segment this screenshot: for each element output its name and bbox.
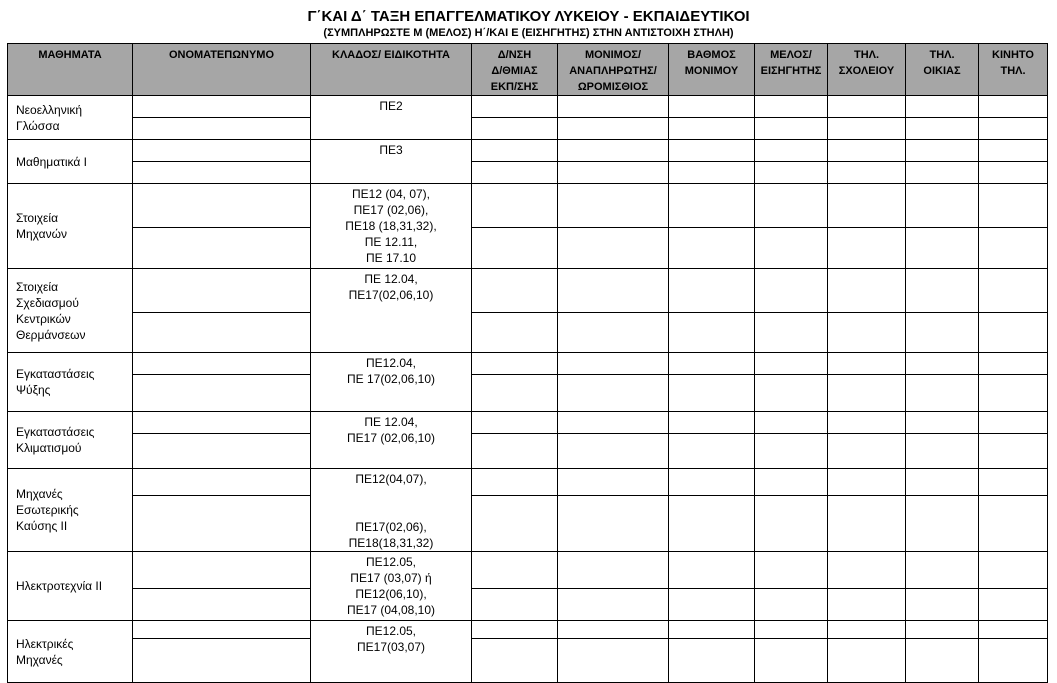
school-phone-entry-cell[interactable] — [828, 118, 906, 140]
home-phone-entry-cell[interactable] — [906, 313, 979, 353]
home-phone-entry-cell[interactable] — [906, 118, 979, 140]
directorate-entry-cell[interactable] — [472, 375, 558, 412]
table-row — [8, 228, 1048, 269]
specialty-cell: ΠΕ12.05, ΠΕ17(03,07) — [311, 621, 472, 683]
name-entry-cell[interactable] — [133, 412, 311, 434]
school-phone-entry-cell[interactable] — [828, 621, 906, 639]
specialty-cell: ΠΕ12.05, ΠΕ17 (03,07) ή ΠΕ12(06,10), ΠΕ17 (04,08,10) — [311, 552, 472, 621]
status-entry-cell[interactable] — [558, 495, 669, 551]
home-phone-entry-cell[interactable] — [906, 639, 979, 683]
table-row — [8, 469, 1048, 496]
col-subjects-header: ΜΑΘΗΜΑΤΑ — [8, 44, 133, 96]
role-entry-cell[interactable] — [755, 313, 828, 353]
table-row — [8, 118, 1048, 140]
table-row — [8, 184, 1048, 228]
home-phone-entry-cell[interactable] — [906, 434, 979, 469]
mobile-entry-cell[interactable] — [979, 162, 1048, 184]
table-row — [8, 375, 1048, 412]
directorate-entry-cell[interactable] — [472, 552, 558, 589]
col-specialty-header: ΚΛΑΔΟΣ/ ΕΙΔΙΚΟΤΗΤΑ — [311, 44, 472, 96]
status-entry-cell[interactable] — [558, 140, 669, 162]
rank-entry-cell[interactable] — [669, 118, 755, 140]
name-entry-cell[interactable] — [133, 162, 311, 184]
school-phone-entry-cell[interactable] — [828, 434, 906, 469]
directorate-entry-cell[interactable] — [472, 162, 558, 184]
table-row — [8, 269, 1048, 313]
school-phone-entry-cell[interactable] — [828, 96, 906, 118]
name-entry-cell[interactable] — [133, 589, 311, 621]
home-phone-entry-cell[interactable] — [906, 140, 979, 162]
rank-entry-cell[interactable] — [669, 140, 755, 162]
table-row — [8, 353, 1048, 375]
name-entry-cell[interactable] — [133, 621, 311, 639]
directorate-entry-cell[interactable] — [472, 434, 558, 469]
subject-cell: Μαθηματικά Ι — [8, 140, 133, 184]
mobile-entry-cell[interactable] — [979, 375, 1048, 412]
directorate-entry-cell[interactable] — [472, 269, 558, 313]
col-home-phone-header: ΤΗΛ. ΟΙΚΙΑΣ — [906, 44, 979, 96]
mobile-entry-cell[interactable] — [979, 228, 1048, 269]
rank-entry-cell[interactable] — [669, 184, 755, 228]
directorate-entry-cell[interactable] — [472, 589, 558, 621]
table-row — [8, 589, 1048, 621]
home-phone-entry-cell[interactable] — [906, 412, 979, 434]
name-entry-cell[interactable] — [133, 469, 311, 496]
col-rank-header: ΒΑΘΜΟΣ ΜΟΝΙΜΟΥ — [669, 44, 755, 96]
role-entry-cell[interactable] — [755, 469, 828, 496]
home-phone-entry-cell[interactable] — [906, 184, 979, 228]
rank-entry-cell[interactable] — [669, 228, 755, 269]
name-entry-cell[interactable] — [133, 184, 311, 228]
table-row — [8, 140, 1048, 162]
subject-cell: Νεοελληνική Γλώσσα — [8, 96, 133, 140]
mobile-entry-cell[interactable] — [979, 353, 1048, 375]
rank-entry-cell[interactable] — [669, 375, 755, 412]
mobile-entry-cell[interactable] — [979, 552, 1048, 589]
role-entry-cell[interactable] — [755, 96, 828, 118]
directorate-entry-cell[interactable] — [472, 469, 558, 496]
table-row — [8, 552, 1048, 589]
mobile-entry-cell[interactable] — [979, 589, 1048, 621]
subject-cell: Εγκαταστάσεις Ψύξης — [8, 353, 133, 412]
col-status-header: ΜΟΝΙΜΟΣ/ ΑΝΑΠΛΗΡΩΤΗΣ/ ΩΡΟΜΙΣΘΙΟΣ — [558, 44, 669, 96]
directorate-entry-cell[interactable] — [472, 621, 558, 639]
rank-entry-cell[interactable] — [669, 589, 755, 621]
name-entry-cell[interactable] — [133, 140, 311, 162]
subject-cell: Στοιχεία Μηχανών — [8, 184, 133, 269]
rank-entry-cell[interactable] — [669, 353, 755, 375]
mobile-entry-cell[interactable] — [979, 313, 1048, 353]
mobile-entry-cell[interactable] — [979, 469, 1048, 496]
directorate-entry-cell[interactable] — [472, 313, 558, 353]
mobile-entry-cell[interactable] — [979, 96, 1048, 118]
name-entry-cell[interactable] — [133, 96, 311, 118]
status-entry-cell[interactable] — [558, 412, 669, 434]
col-mobile-header: ΚΙΝΗΤΟ ΤΗΛ. — [979, 44, 1048, 96]
status-entry-cell[interactable] — [558, 162, 669, 184]
role-entry-cell[interactable] — [755, 412, 828, 434]
rank-entry-cell[interactable] — [669, 552, 755, 589]
school-phone-entry-cell[interactable] — [828, 469, 906, 496]
mobile-entry-cell[interactable] — [979, 140, 1048, 162]
status-entry-cell[interactable] — [558, 621, 669, 639]
status-entry-cell[interactable] — [558, 434, 669, 469]
directorate-entry-cell[interactable] — [472, 184, 558, 228]
school-phone-entry-cell[interactable] — [828, 313, 906, 353]
rank-entry-cell[interactable] — [669, 434, 755, 469]
rank-entry-cell[interactable] — [669, 495, 755, 551]
rank-entry-cell[interactable] — [669, 313, 755, 353]
mobile-entry-cell[interactable] — [979, 434, 1048, 469]
rank-entry-cell[interactable] — [669, 639, 755, 683]
school-phone-entry-cell[interactable] — [828, 184, 906, 228]
home-phone-entry-cell[interactable] — [906, 552, 979, 589]
status-entry-cell[interactable] — [558, 375, 669, 412]
name-entry-cell[interactable] — [133, 313, 311, 353]
status-entry-cell[interactable] — [558, 228, 669, 269]
directorate-entry-cell[interactable] — [472, 639, 558, 683]
specialty-cell: ΠΕ12 (04, 07), ΠΕ17 (02,06), ΠΕ18 (18,31,32), ΠΕ 12.11, ΠΕ 17.10 — [311, 184, 472, 269]
table-header-row — [8, 44, 1048, 96]
directorate-entry-cell[interactable] — [472, 96, 558, 118]
school-phone-entry-cell[interactable] — [828, 353, 906, 375]
specialty-cell: ΠΕ 12.04, ΠΕ17(02,06,10) — [311, 269, 472, 353]
name-entry-cell[interactable] — [133, 434, 311, 469]
rank-entry-cell[interactable] — [669, 269, 755, 313]
subject-cell: Εγκαταστάσεις Κλιματισμού — [8, 412, 133, 469]
status-entry-cell[interactable] — [558, 184, 669, 228]
mobile-entry-cell[interactable] — [979, 495, 1048, 551]
home-phone-entry-cell[interactable] — [906, 96, 979, 118]
col-school-phone-header: ΤΗΛ. ΣΧΟΛΕΙΟΥ — [828, 44, 906, 96]
specialty-cell: ΠΕ12.04, ΠΕ 17(02,06,10) — [311, 353, 472, 412]
name-entry-cell[interactable] — [133, 118, 311, 140]
directorate-entry-cell[interactable] — [472, 495, 558, 551]
role-entry-cell[interactable] — [755, 140, 828, 162]
rank-entry-cell[interactable] — [669, 162, 755, 184]
table-row — [8, 621, 1048, 639]
col-full-name-header: ΟΝΟΜΑΤΕΠΩΝΥΜΟ — [133, 44, 311, 96]
status-entry-cell[interactable] — [558, 589, 669, 621]
home-phone-entry-cell[interactable] — [906, 353, 979, 375]
name-entry-cell[interactable] — [133, 639, 311, 683]
home-phone-entry-cell[interactable] — [906, 228, 979, 269]
role-entry-cell[interactable] — [755, 375, 828, 412]
table-row — [8, 96, 1048, 118]
teachers-table — [7, 43, 1048, 683]
name-entry-cell[interactable] — [133, 375, 311, 412]
role-entry-cell[interactable] — [755, 162, 828, 184]
table-row — [8, 495, 1048, 551]
role-entry-cell[interactable] — [755, 552, 828, 589]
directorate-entry-cell[interactable] — [472, 228, 558, 269]
status-entry-cell[interactable] — [558, 639, 669, 683]
role-entry-cell[interactable] — [755, 118, 828, 140]
role-entry-cell[interactable] — [755, 495, 828, 551]
subject-cell: Ηλεκτροτεχνία ΙΙ — [8, 552, 133, 621]
name-entry-cell[interactable] — [133, 552, 311, 589]
specialty-cell: ΠΕ3 — [311, 140, 472, 184]
mobile-entry-cell[interactable] — [979, 621, 1048, 639]
mobile-entry-cell[interactable] — [979, 639, 1048, 683]
home-phone-entry-cell[interactable] — [906, 469, 979, 496]
table-body — [8, 96, 1048, 683]
mobile-entry-cell[interactable] — [979, 412, 1048, 434]
school-phone-entry-cell[interactable] — [828, 589, 906, 621]
subject-cell: Ηλεκτρικές Μηχανές — [8, 621, 133, 683]
specialty-cell: ΠΕ2 — [311, 96, 472, 140]
role-entry-cell[interactable] — [755, 621, 828, 639]
name-entry-cell[interactable] — [133, 353, 311, 375]
status-entry-cell[interactable] — [558, 269, 669, 313]
page-title: Γ΄ΚΑΙ Δ΄ ΤΑΞΗ ΕΠΑΓΓΕΛΜΑΤΙΚΟΥ ΛΥΚΕΙΟΥ - ΕΚΠΑΙΔΕΥΤΙΚΟΙ — [307, 8, 750, 25]
mobile-entry-cell[interactable] — [979, 269, 1048, 313]
table-row — [8, 434, 1048, 469]
school-phone-entry-cell[interactable] — [828, 495, 906, 551]
role-entry-cell[interactable] — [755, 434, 828, 469]
specialty-cell: ΠΕ12(04,07), ΠΕ17(02,06), ΠΕ18(18,31,32) — [311, 469, 472, 552]
specialty-cell: ΠΕ 12.04, ΠΕ17 (02,06,10) — [311, 412, 472, 469]
role-entry-cell[interactable] — [755, 639, 828, 683]
status-entry-cell[interactable] — [558, 552, 669, 589]
name-entry-cell[interactable] — [133, 269, 311, 313]
directorate-entry-cell[interactable] — [472, 118, 558, 140]
home-phone-entry-cell[interactable] — [906, 162, 979, 184]
rank-entry-cell[interactable] — [669, 412, 755, 434]
status-entry-cell[interactable] — [558, 313, 669, 353]
school-phone-entry-cell[interactable] — [828, 412, 906, 434]
status-entry-cell[interactable] — [558, 118, 669, 140]
subject-cell: Στοιχεία Σχεδιασμού Κεντρικών Θερμάνσεων — [8, 269, 133, 353]
table-row — [8, 162, 1048, 184]
table-row — [8, 639, 1048, 683]
school-phone-entry-cell[interactable] — [828, 639, 906, 683]
col-directorate-header: Δ/ΝΣΗ Δ/ΘΜΙΑΣ ΕΚΠ/ΣΗΣ — [472, 44, 558, 96]
school-phone-entry-cell[interactable] — [828, 162, 906, 184]
home-phone-entry-cell[interactable] — [906, 589, 979, 621]
directorate-entry-cell[interactable] — [472, 353, 558, 375]
school-phone-entry-cell[interactable] — [828, 375, 906, 412]
status-entry-cell[interactable] — [558, 469, 669, 496]
home-phone-entry-cell[interactable] — [906, 269, 979, 313]
rank-entry-cell[interactable] — [669, 469, 755, 496]
table-row — [8, 412, 1048, 434]
status-entry-cell[interactable] — [558, 96, 669, 118]
subject-cell: Μηχανές Εσωτερικής Καύσης ΙΙ — [8, 469, 133, 552]
rank-entry-cell[interactable] — [669, 621, 755, 639]
name-entry-cell[interactable] — [133, 495, 311, 551]
page-subtitle: (ΣΥΜΠΛΗΡΩΣΤΕ Μ (ΜΕΛΟΣ) Η΄/ΚΑΙ Ε (ΕΙΣΗΓΗΤΗΣ) ΣΤΗΝ ΑΝΤΙΣΤΟΙΧΗ ΣΤΗΛΗ) — [323, 27, 734, 39]
status-entry-cell[interactable] — [558, 353, 669, 375]
role-entry-cell[interactable] — [755, 184, 828, 228]
role-entry-cell[interactable] — [755, 269, 828, 313]
directorate-entry-cell[interactable] — [472, 140, 558, 162]
rank-entry-cell[interactable] — [669, 96, 755, 118]
col-role-header: ΜΕΛΟΣ/ ΕΙΣΗΓΗΤΗΣ — [755, 44, 828, 96]
table-row — [8, 313, 1048, 353]
role-entry-cell[interactable] — [755, 589, 828, 621]
school-phone-entry-cell[interactable] — [828, 269, 906, 313]
school-phone-entry-cell[interactable] — [828, 140, 906, 162]
school-phone-entry-cell[interactable] — [828, 228, 906, 269]
role-entry-cell[interactable] — [755, 353, 828, 375]
school-phone-entry-cell[interactable] — [828, 552, 906, 589]
name-entry-cell[interactable] — [133, 228, 311, 269]
home-phone-entry-cell[interactable] — [906, 495, 979, 551]
home-phone-entry-cell[interactable] — [906, 621, 979, 639]
role-entry-cell[interactable] — [755, 228, 828, 269]
mobile-entry-cell[interactable] — [979, 118, 1048, 140]
home-phone-entry-cell[interactable] — [906, 375, 979, 412]
directorate-entry-cell[interactable] — [472, 412, 558, 434]
mobile-entry-cell[interactable] — [979, 184, 1048, 228]
